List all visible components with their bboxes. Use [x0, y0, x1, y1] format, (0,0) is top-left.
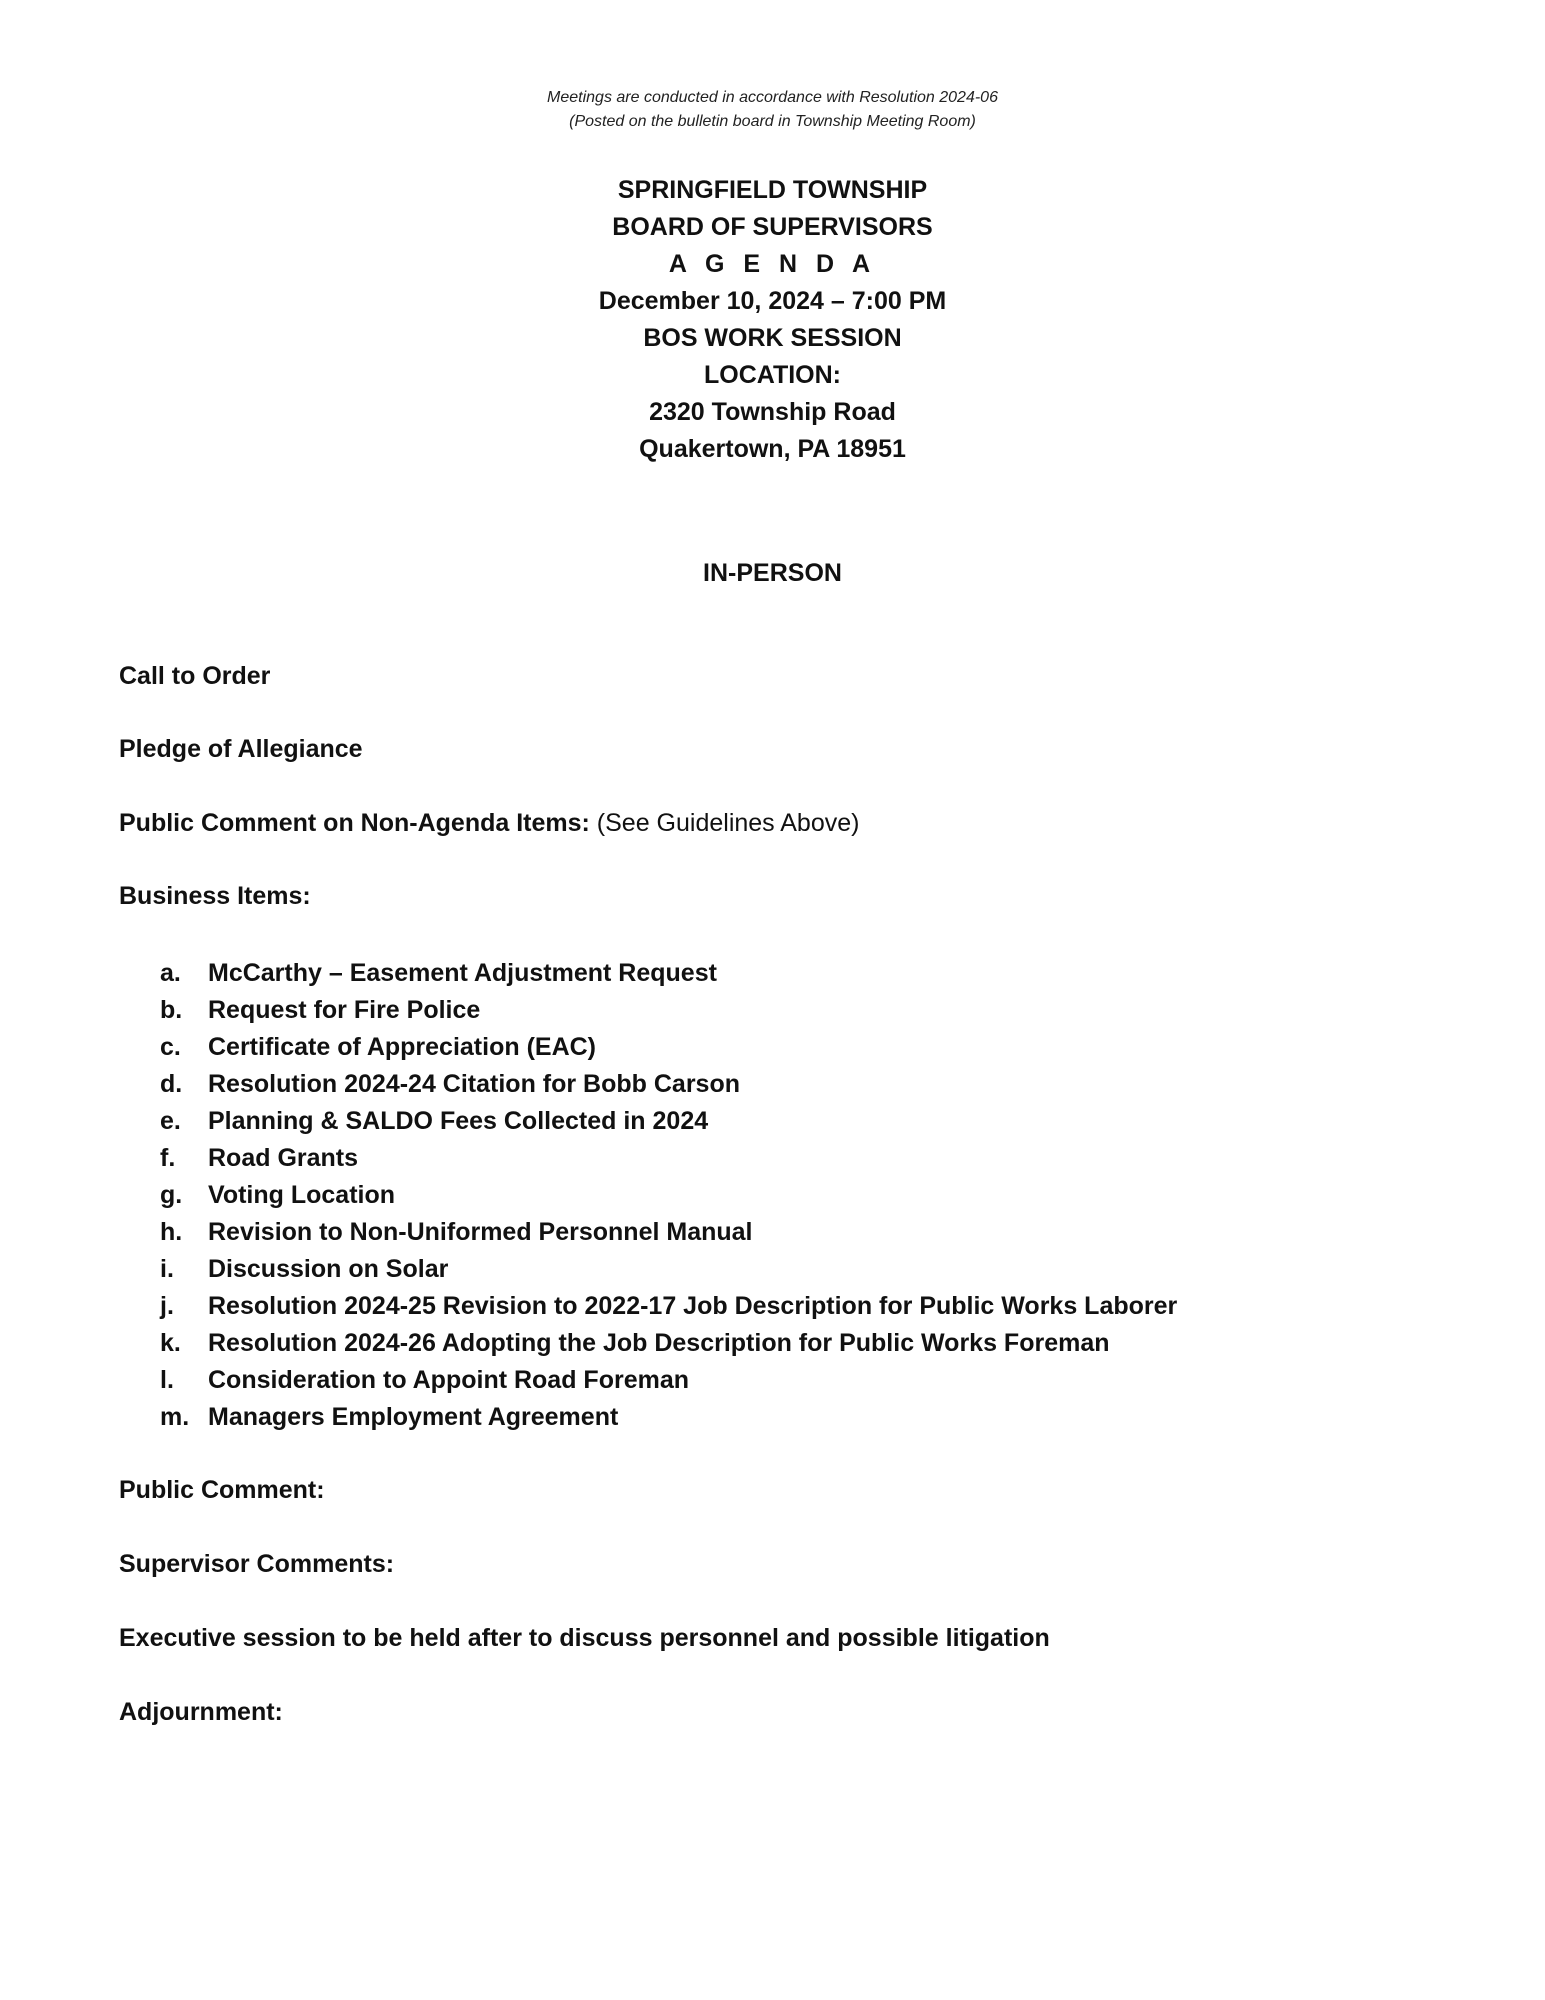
agenda-title: A G E N D A: [668, 250, 877, 278]
item-text: Revision to Non-Uniformed Personnel Manual: [208, 1218, 753, 1246]
item-text: McCarthy – Easement Adjustment Request: [208, 959, 717, 987]
item-letter: b.: [160, 996, 183, 1024]
item-letter: e.: [160, 1107, 181, 1135]
item-text: Discussion on Solar: [208, 1255, 449, 1283]
list-item: [160, 1177, 1177, 1214]
item-letter: l.: [160, 1366, 174, 1394]
public-comment-guidelines-note: (See Guidelines Above): [589, 809, 860, 837]
item-text: Request for Fire Police: [208, 996, 481, 1024]
list-item: [160, 1140, 1177, 1177]
notice-line-1: Meetings are conducted in accordance with Resolution 2024-06: [547, 89, 998, 106]
section-pledge: Pledge of Allegiance: [119, 735, 363, 763]
location-street: 2320 Township Road: [649, 398, 896, 426]
item-text: Managers Employment Agreement: [208, 1403, 619, 1431]
notice-line-2: (Posted on the bulletin board in Township Meeting Room): [569, 113, 976, 130]
item-text: Planning & SALDO Fees Collected in 2024: [208, 1107, 709, 1135]
section-public-comment-non-agenda: [119, 805, 859, 842]
item-letter: k.: [160, 1329, 181, 1357]
session-type: BOS WORK SESSION: [643, 324, 902, 352]
list-item: [160, 1399, 1177, 1436]
section-executive-session: Executive session to be held after to discuss personnel and possible litigation: [119, 1624, 1050, 1652]
item-text: Consideration to Appoint Road Foreman: [208, 1366, 690, 1394]
item-text: Resolution 2024-25 Revision to 2022-17 Job Description for Public Works Laborer: [208, 1292, 1178, 1320]
item-text: Voting Location: [208, 1181, 396, 1209]
item-letter: d.: [160, 1070, 183, 1098]
item-letter: m.: [160, 1403, 190, 1431]
section-supervisor-comments: Supervisor Comments:: [119, 1550, 395, 1578]
item-text: Resolution 2024-24 Citation for Bobb Carson: [208, 1070, 741, 1098]
list-item: [160, 1066, 1177, 1103]
item-letter: g.: [160, 1181, 183, 1209]
list-item: [160, 1251, 1177, 1288]
list-item: [160, 955, 1177, 992]
agenda-header: [0, 172, 1545, 468]
section-public-comment: Public Comment:: [119, 1476, 325, 1504]
item-letter: f.: [160, 1144, 176, 1172]
item-text: Certificate of Appreciation (EAC): [208, 1033, 597, 1061]
item-letter: h.: [160, 1218, 183, 1246]
list-item: [160, 1103, 1177, 1140]
location-city: Quakertown, PA 18951: [639, 435, 906, 463]
list-item: [160, 1288, 1177, 1325]
item-letter: i.: [160, 1255, 174, 1283]
item-text: Road Grants: [208, 1144, 359, 1172]
board-name: BOARD OF SUPERVISORS: [612, 213, 933, 241]
list-item: [160, 1029, 1177, 1066]
meeting-date-time: December 10, 2024 – 7:00 PM: [598, 287, 947, 315]
business-items-list: [160, 955, 1177, 1436]
item-letter: j.: [160, 1292, 174, 1320]
public-comment-non-agenda-label: Public Comment on Non-Agenda Items:: [119, 809, 590, 837]
location-label: LOCATION:: [703, 361, 841, 389]
list-item: [160, 1325, 1177, 1362]
section-adjournment: Adjournment:: [119, 1698, 283, 1726]
list-item: [160, 1362, 1177, 1399]
meeting-mode: IN-PERSON: [703, 559, 842, 587]
section-business-items: Business Items:: [119, 882, 311, 910]
list-item: [160, 992, 1177, 1029]
item-letter: a.: [160, 959, 181, 987]
meeting-notice: [0, 86, 1545, 134]
item-text: Resolution 2024-26 Adopting the Job Description for Public Works Foreman: [208, 1329, 1110, 1357]
section-call-to-order: Call to Order: [119, 662, 271, 690]
township-name: SPRINGFIELD TOWNSHIP: [617, 176, 928, 204]
item-letter: c.: [160, 1033, 181, 1061]
list-item: [160, 1214, 1177, 1251]
